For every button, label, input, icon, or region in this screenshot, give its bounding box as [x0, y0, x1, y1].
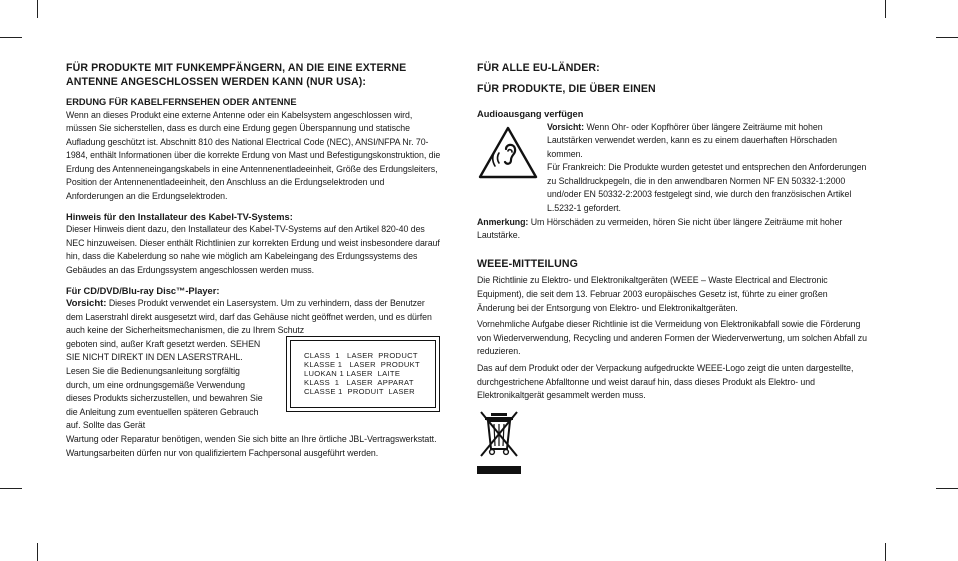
- disc-player-heading: Für CD/DVD/Blu-ray Disc™-Player:: [66, 285, 220, 296]
- laser-class-label: [286, 336, 440, 412]
- cable-grounding-heading: ERDUNG FÜR KABELFERNSEHEN ODER ANTENNE: [66, 97, 297, 107]
- weee-paragraph-1: Die Richtlinie zu Elektro- und Elektronikaltgeräten (WEEE – Waste Electrical and Electronic Equipment), die seit dem 13. Februar 2003 europäisches Gesetz ist, führte zu einer großen Änderung bei der Entsorgung von Elektro- und Elektronikaltgeräten.: [477, 275, 828, 313]
- usa-antenna-heading: FÜR PRODUKTE MIT FUNKEMPFÄNGERN, AN DIE EINE EXTERNE ANTENNE ANGESCHLOSSEN WERDEN KANN (NUR USA):: [66, 62, 407, 88]
- crop-mark: [0, 37, 22, 38]
- right-column: [477, 62, 867, 474]
- hearing-caution-text: Vorsicht: Wenn Ohr- oder Kopfhörer über längere Zeiträume mit hohen Lautstärken verwendet werden, kann es zu einem dauerhaften Hörschaden kommen.: [547, 121, 837, 159]
- weee-logo: [477, 409, 521, 474]
- crop-mark: [936, 37, 958, 38]
- crop-mark: [885, 543, 886, 561]
- audio-output-heading: Audioausgang verfügen: [477, 109, 584, 119]
- laser-caution-text-b: geboten sind, außer Kraft gesetzt werden. SEHEN SIE NICHT DIREKT IN DEN LASERSTRAHL. Lesen Sie die Bedienungsanleitung sorgfältig durch, um eine ordnungsgemäße Verwendung dieses Produkts sicherzustellen, und bewahren Sie die Anleitung zum eventuellen späteren Gebrauch auf. Sollte das Gerät: [66, 338, 263, 431]
- hearing-note: Anmerkung: Um Hörschäden zu vermeiden, hören Sie nicht über längere Zeiträume mit hoher Lautstärke.: [477, 216, 843, 241]
- note-label: Anmerkung:: [477, 216, 529, 227]
- caution-label: Vorsicht:: [547, 121, 585, 132]
- hearing-warning-icon: [477, 125, 539, 181]
- eu-heading: FÜR ALLE EU-LÄNDER:: [477, 62, 600, 74]
- laser-caution-text-c: Wartung oder Reparatur benötigen, wenden Sie sich bitte an Ihre örtliche JBL-Vertragswerkstatt. Wartungsarbeiten dürfen nur von qualifiziertem Fachpersonal ausgeführt werden.: [66, 433, 437, 458]
- left-column: [66, 62, 441, 460]
- laser-label-line: LUOKAN 1 LASER LAITE: [304, 369, 401, 379]
- laser-caution-text-a: Vorsicht: Dieses Produkt verwendet ein Lasersystem. Um zu verhindern, dass der Benutzer dem Laserstrahl direkt ausgesetzt wird, darf das Gehäuse nicht geöffnet werden, und es dürfen auch keine der Sicherheitsmechanismen, die zu Ihrem Schutz: [66, 298, 432, 336]
- caution-label: Vorsicht:: [66, 298, 107, 310]
- crop-mark: [37, 543, 38, 561]
- laser-label-line: KLASS 1 LASER APPARAT: [304, 378, 414, 388]
- weee-paragraph-3: Das auf dem Produkt oder der Verpackung aufgedruckte WEEE-Logo zeigt die unten dargestellte, durchgestrichene Abfalltonne und weist darauf hin, dass dieses Produkt als Elektro- und Elektronikaltgerät gesammelt werden muss.: [477, 362, 854, 401]
- installer-text: Dieser Hinweis dient dazu, den Installateur des Kabel-TV-Systems auf den Artikel 820-40 des NEC hinzuweisen. Dieser enthält Richtlinien zur korrekten Erdung und weist insbesondere darauf hin, dass die Kabelerdung so nahe wie möglich am Kabeleingang des Erdungssystems des Gebäudes an das Erdungssystem angeschlossen werden muss.: [66, 224, 440, 275]
- laser-row: [66, 338, 441, 433]
- weee-bar: [477, 466, 521, 474]
- france-text: Für Frankreich: Die Produkte wurden getestet und entsprechen den Anforderungen zu Schalldruckpegeln, die in den anwendbaren Normen NF EN 50332-1:2000 und/oder EN 50332-2:2003 festgelegt sind, wie durch den französischen Artikel L.5232-1 gefordert.: [547, 162, 867, 214]
- crop-mark: [0, 488, 22, 489]
- crossed-bin-icon: [477, 409, 521, 459]
- laser-label-line: KLASSE 1 LASER PRODUKT: [304, 360, 420, 370]
- crop-mark: [885, 0, 886, 18]
- cable-grounding-text: Wenn an dieses Produkt eine externe Antenne oder ein Kabelsystem angeschlossen wird, müssen Sie sicherstellen, dass es durch eine Erdung gegen Überspannung und statische Aufladung geschützt ist. Abschnitt 810 des National Electrical Code (NEC), ANSI/NFPA Nr. 70-1984, enthält Informationen über die korrekte Erdung von Mast und Befestigungskonstruktion, die Erdung des Antenneneingangskabels in eine Antennenentladeeinheit, Größe des Erdungsleiters, Position der Antennenentladeeinheit, den Anschluss an die Erdungselektroden und Anforderungen an die Erdungselektroden.: [66, 109, 441, 202]
- hearing-warning-block: [477, 121, 867, 216]
- crop-mark: [936, 488, 958, 489]
- installer-heading: Hinweis für den Installateur des Kabel-TV-Systems:: [66, 211, 293, 222]
- laser-label-line: CLASSE 1 PRODUIT LASER: [304, 387, 415, 397]
- crop-mark: [37, 0, 38, 18]
- weee-paragraph-2: Vornehmliche Aufgabe dieser Richtlinie ist die Vermeidung von Elektronikabfall sowie die Förderung von Wiederverwendung, Recycling und anderen Formen der Wiederverwertung, um solchen Abfall zu reduzieren.: [477, 319, 867, 357]
- audio-products-heading: FÜR PRODUKTE, DIE ÜBER EINEN: [477, 82, 656, 95]
- laser-label-line: CLASS 1 LASER PRODUCT: [304, 351, 418, 361]
- weee-heading: WEEE-MITTEILUNG: [477, 257, 578, 270]
